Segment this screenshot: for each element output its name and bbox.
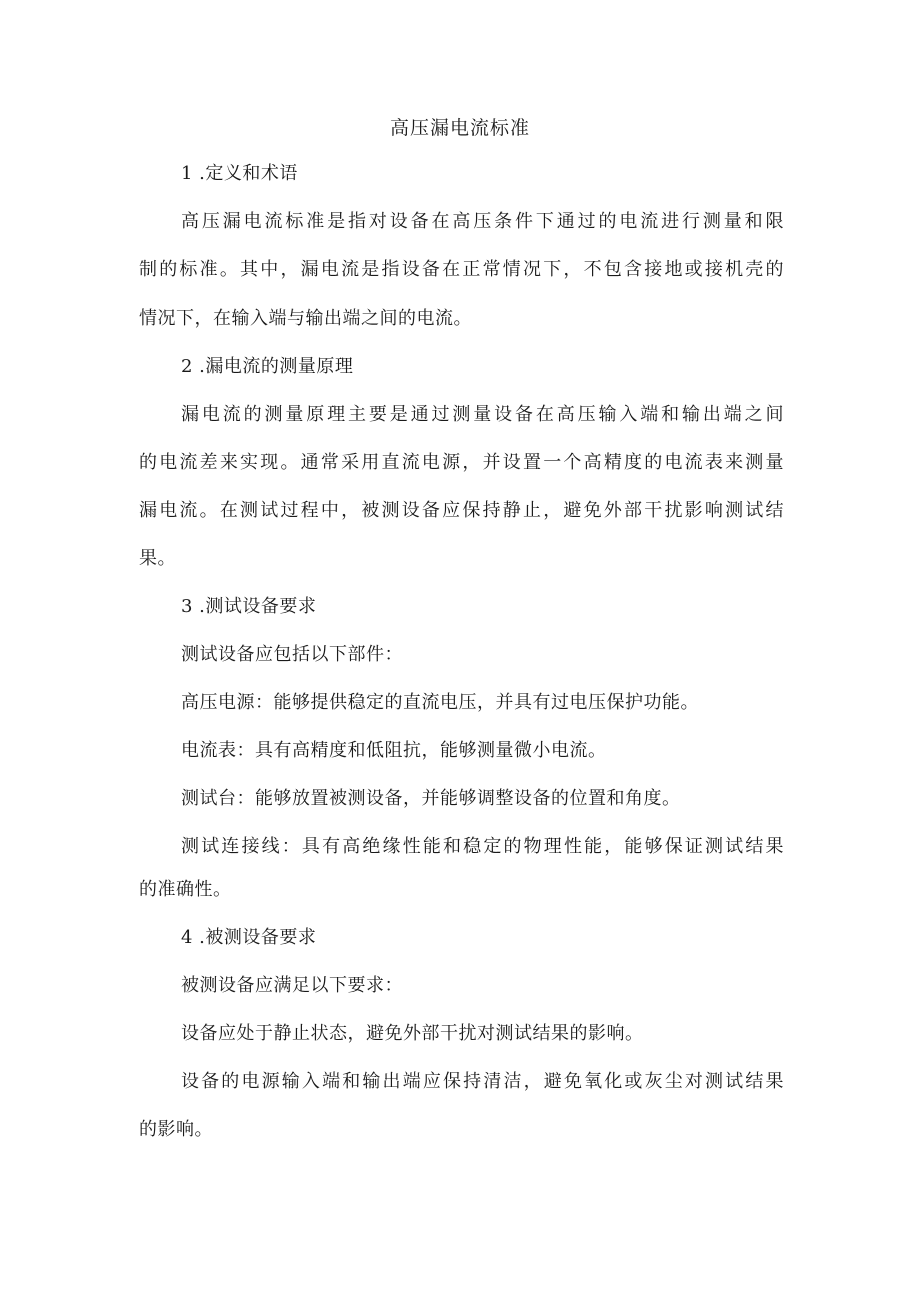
paragraph-line: 测试设备应包括以下部件： bbox=[181, 644, 403, 665]
section-heading-3: 3 .测试设备要求 bbox=[181, 596, 317, 617]
list-item-line: 的影响。 bbox=[139, 1119, 213, 1140]
paragraph-line: 高压漏电流标准是指对设备在高压条件下通过的电流进行测量和限 bbox=[181, 211, 784, 232]
paragraph-line: 被测设备应满足以下要求： bbox=[181, 975, 403, 996]
list-item-line: 电流表：具有高精度和低阻抗，能够测量微小电流。 bbox=[181, 740, 607, 761]
paragraph-line: 制的标准。其中，漏电流是指设备在正常情况下，不包含接地或接机壳的 bbox=[139, 259, 784, 280]
paragraph-line: 的电流差来实现。通常采用直流电源，并设置一个高精度的电流表来测量 bbox=[139, 452, 784, 473]
paragraph-line: 情况下，在输入端与输出端之间的电流。 bbox=[139, 308, 472, 329]
section-heading-4: 4 .被测设备要求 bbox=[181, 927, 317, 948]
paragraph-line: 果。 bbox=[139, 548, 176, 569]
section-heading-2: 2 .漏电流的测量原理 bbox=[181, 356, 354, 377]
list-item-line: 设备的电源输入端和输出端应保持清洁，避免氧化或灰尘对测试结果 bbox=[181, 1071, 784, 1092]
list-item-line: 测试连接线：具有高绝缘性能和稳定的物理性能，能够保证测试结果 bbox=[181, 836, 784, 857]
section-heading-1: 1 .定义和术语 bbox=[181, 163, 298, 184]
list-item-line: 设备应处于静止状态，避免外部干扰对测试结果的影响。 bbox=[181, 1023, 644, 1044]
paragraph-line: 漏电流的测量原理主要是通过测量设备在高压输入端和输出端之间 bbox=[181, 404, 784, 425]
list-item-line: 高压电源：能够提供稳定的直流电压，并具有过电压保护功能。 bbox=[181, 692, 699, 713]
list-item-line: 的准确性。 bbox=[139, 879, 232, 900]
document-title: 高压漏电流标准 bbox=[389, 117, 530, 139]
paragraph-line: 漏电流。在测试过程中，被测设备应保持静止，避免外部干扰影响测试结 bbox=[139, 500, 784, 521]
list-item-line: 测试台：能够放置被测设备，并能够调整设备的位置和角度。 bbox=[181, 788, 681, 809]
